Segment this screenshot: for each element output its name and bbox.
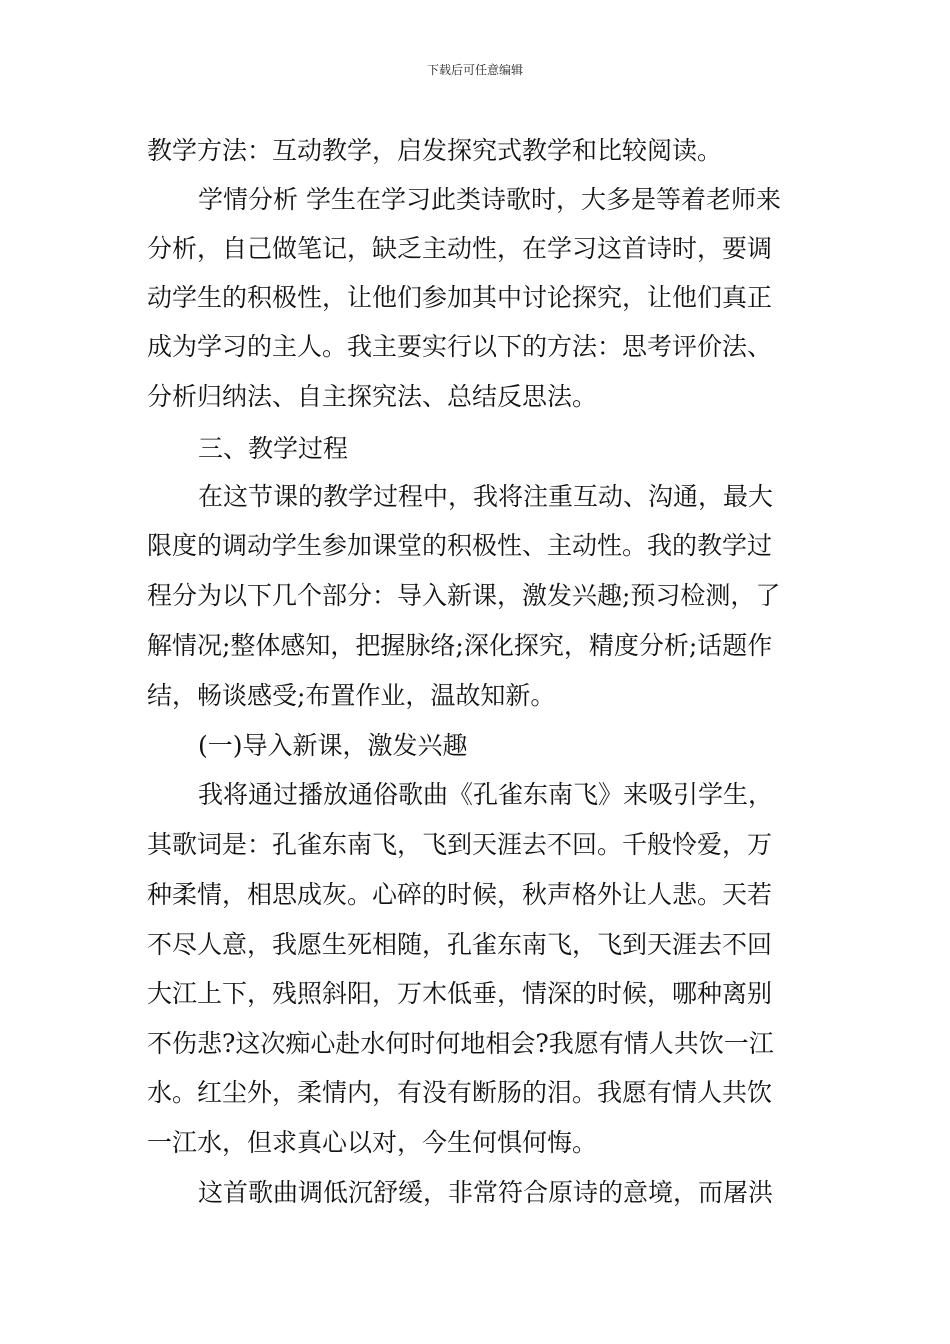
paragraph-line: 我将通过播放通俗歌曲《孔雀东南飞》来吸引学生， xyxy=(198,780,774,809)
paragraph-line: 学情分析 学生在学习此类诗歌时，大多是等着老师来 xyxy=(198,185,781,214)
paragraph-line: 其歌词是：孔雀东南飞，飞到天涯去不回。千般怜爱，万 xyxy=(147,830,773,859)
section-heading: 三、教学过程 xyxy=(198,434,349,463)
paragraph-line: 大江上下，残照斜阳，万木低垂，情深的时候，哪种离别 xyxy=(147,979,773,1008)
paragraph-line: 种柔情，相思成灰。心碎的时候，秋声格外让人悲。天若 xyxy=(147,880,773,909)
paragraph-line: 程分为以下几个部分：导入新课，激发兴趣;预习检测，了 xyxy=(147,581,781,610)
paragraph-line: 教学方法：互动教学，启发探究式教学和比较阅读。 xyxy=(147,136,723,165)
subsection-heading: (一)导入新课，激发兴趣 xyxy=(198,731,468,760)
paragraph-line: 解情况;整体感知，把握脉络;深化探究，精度分析;话题作 xyxy=(147,631,773,660)
paragraph-line: 动学生的积极性，让他们参加其中讨论探究，让他们真正 xyxy=(147,283,773,312)
paragraph-line: 水。红尘外，柔情内，有没有断肠的泪。我愿有情人共饮 xyxy=(147,1078,773,1107)
page-header: 下载后可任意编辑 xyxy=(426,63,523,77)
paragraph-line: 不尽人意，我愿生死相随，孔雀东南飞，飞到天涯去不回 xyxy=(147,930,773,959)
paragraph-line: 不伤悲?这次痴心赴水何时何地相会?我愿有情人共饮一江 xyxy=(147,1029,774,1058)
paragraph-line: 分析，自己做笔记，缺乏主动性，在学习这首诗时，要调 xyxy=(147,234,773,263)
paragraph-line: 限度的调动学生参加课堂的积极性、主动性。我的教学过 xyxy=(147,531,773,560)
paragraph-line: 这首歌曲调低沉舒缓，非常符合原诗的意境，而屠洪 xyxy=(198,1178,774,1207)
paragraph-line: 一江水，但求真心以对，今生何惧何悔。 xyxy=(147,1128,598,1157)
paragraph-line: 结，畅谈感受;布置作业，温故知新。 xyxy=(147,681,556,710)
paragraph-line: 分析归纳法、自主探究法、总结反思法。 xyxy=(147,382,598,411)
paragraph-line: 成为学习的主人。我主要实行以下的方法：思考评价法、 xyxy=(147,332,773,361)
paragraph-line: 在这节课的教学过程中，我将注重互动、沟通，最大 xyxy=(198,482,774,511)
